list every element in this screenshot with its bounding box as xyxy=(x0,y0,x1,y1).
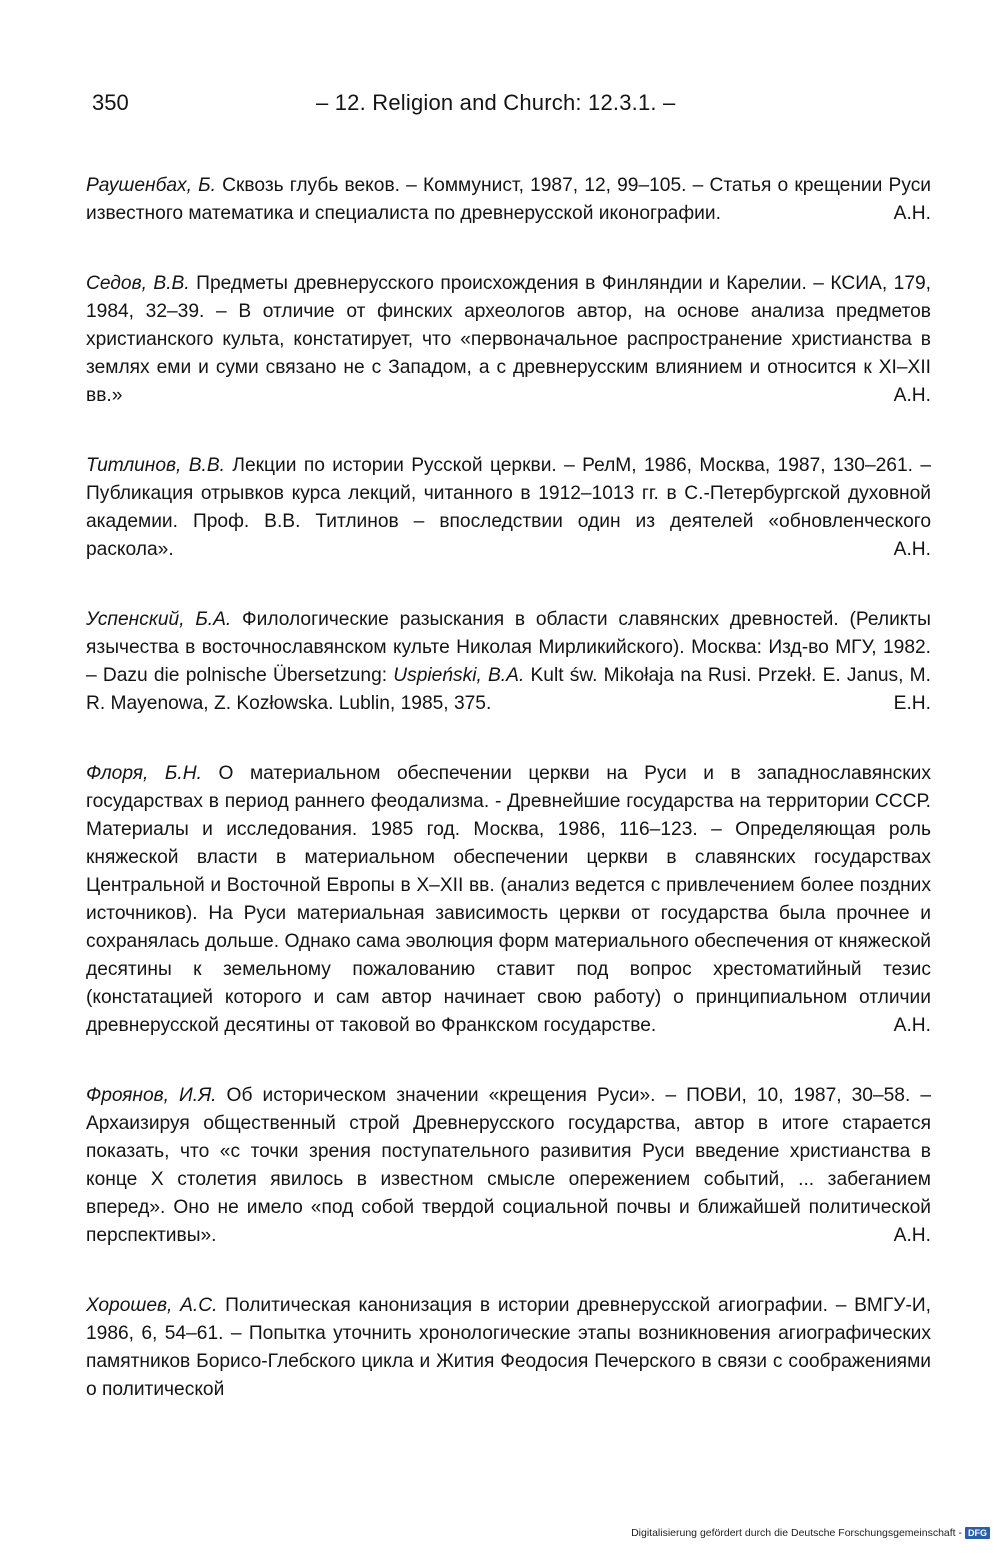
entry-initials: А.Н. xyxy=(893,1225,931,1246)
entry-text: О материальном обеспечении церкви на Руси и в западнославянских государствах в период раннего феодализма. - Древнейшие государства на территории СССР. Материалы и исследования. 1985 год. Москва, 1986, 116–123. – Определяющая роль княжеской власти в материальном обеспечении церкви в славянских государствах Центральной и Восточной Европы в X–XII вв. (анализ ведется с привлечением более поздних источников). На Руси материальная зависимость церкви от государства была прочнее и сохранялась дольше. Однако сама эволюция форм материального обеспечения от княжеской десятины к земельному пожалованию ставит под вопрос хрестоматийный тезис (констатацией которого и сам автор начинает свою работу) о принципиальном отличии древнерусской десятины от таковой во Франкском государстве. xyxy=(86,763,931,1036)
dfg-logo: DFG xyxy=(965,1527,990,1539)
entry-text: Политическая канонизация в истории древнерусской агиографии. – ВМГУ-И, 1986, 6, 54–61. – Попытка уточнить хронологические этапы возникновения агиографических памятников Борисо-Глебского цикла и Жития Феодосия Печерского в связи с соображениями о политической xyxy=(86,1295,931,1400)
digitization-footer xyxy=(631,1527,990,1539)
entry-author: Раушенбах, Б. xyxy=(86,175,216,196)
bibliography-entry xyxy=(86,1082,931,1250)
entry-author: Седов, В.В. xyxy=(86,273,190,294)
footer-text: Digitalisierung gefördert durch die Deutsche Forschungsgemeinschaft - xyxy=(631,1527,962,1539)
bibliography-entry xyxy=(86,172,931,228)
entry-author: Титлинов, В.В. xyxy=(86,455,226,476)
bibliography-entry xyxy=(86,606,931,718)
entry-author: Фроянов, И.Я. xyxy=(86,1085,217,1106)
page-number: 350 xyxy=(92,90,129,115)
entry-translator-author: Uspieński, B.A. xyxy=(393,665,525,686)
entry-text: Об историческом значении «крещения Руси». – ПОВИ, 10, 1987, 30–58. – Архаизируя общественный строй Древнерусского государства, автор в итоге старается показать, что «с точки зрения поступательного разивития Руси введение христианства в конце X столетия явилось в известном смысле опережением событий, ... забеганием вперед». Оно не имело «под собой твердой социальной почвы и ближайшей политической перспективы». xyxy=(86,1085,931,1246)
running-head: – 12. Religion and Church: 12.3.1. – xyxy=(316,90,676,115)
entry-text: Предметы древнерусского происхождения в Финляндии и Карелии. – КСИА, 179, 1984, 32–39. – В отличие от финских археологов автор, на основе анализа предметов христианского культа, констатирует, что «первоначальное распространение христианства в землях еми и суми связано не с Западом, а с древнерусским влиянием и относится к XI–XII вв.» xyxy=(86,273,931,406)
bibliography-entry xyxy=(86,270,931,410)
entry-author: Успенский, Б.А. xyxy=(86,609,232,630)
entry-author: Хорошев, А.С. xyxy=(86,1295,218,1316)
entry-initials: А.Н. xyxy=(893,385,931,406)
page-header xyxy=(92,84,922,124)
entry-initials: А.Н. xyxy=(893,539,931,560)
bibliography-entry xyxy=(86,760,931,1040)
entry-initials: А.Н. xyxy=(893,203,931,224)
entry-text: Филологические разыскания в области славянских древностей. (Реликты язычества в восточнославянском культе Николая Мирликийского). Москва: Изд-во МГУ, 1982. – Dazu die polnische Übersetzung: xyxy=(86,609,931,686)
entry-text: Сквозь глубь веков. – Коммунист, 1987, 12, 99–105. – Статья о крещении Руси известного математика и специалиста по древнерусской иконографии. xyxy=(86,175,932,224)
bibliography-entries xyxy=(86,172,931,1446)
entry-initials: Е.Н. xyxy=(893,693,931,714)
entry-text-continued: Kult św. Mikołaja na Rusi. Przekł. E. Janus, M. R. Mayenowa, Z. Kozłowska. Lublin, 1985, 375. xyxy=(86,665,931,714)
entry-text: Лекции по истории Русской церкви. – РелМ, 1986, Москва, 1987, 130–261. – Публикация отрывков курса лекций, читанного в 1912–1013 гг. в С.-Петербургской духовной академии. Проф. В.В. Титлинов – впоследствии один из деятелей «обновленческого раскола». xyxy=(86,455,931,560)
entry-author: Флоря, Б.Н. xyxy=(86,763,202,784)
bibliography-entry xyxy=(86,1292,931,1404)
bibliography-entry xyxy=(86,452,931,564)
entry-initials: А.Н. xyxy=(893,1015,931,1036)
